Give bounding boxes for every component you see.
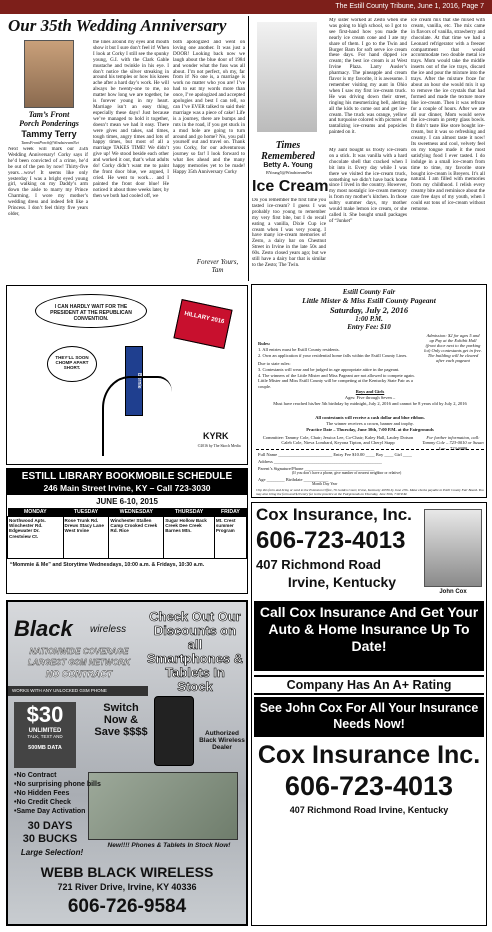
money-image [88, 772, 238, 840]
cell-monday: Northwood Apts. Winchester Rd. Edgewater Dr. Crestview Ct. [8, 517, 64, 559]
practice-date: Practice Date – Thursday, June 30th, 7:00 P.M. at the Fairgrounds [306, 427, 434, 432]
cell-wednesday: Winchester Stallen Camp Crooked Creek Rd. Rice [109, 517, 164, 559]
pageant-ad [251, 284, 487, 498]
hillary-sign: HILLARY 2016 [173, 299, 232, 349]
pageant-date: Saturday, July 2, 2016 [329, 305, 409, 315]
bookmobile-table [7, 508, 247, 559]
awards: All contestants will receive a cash dollar and blue ribbon. [315, 415, 425, 420]
winner: The winner receives a crown, banner and trophy. [326, 421, 414, 426]
large-selection: Large Selection! [20, 848, 84, 857]
pageant-rules-title: Rules: [258, 341, 271, 346]
boys-girls: Boys and Girls [355, 389, 385, 394]
store-name: WEBB BLACK WIRELESS [40, 864, 214, 880]
checkout: Check Out Our Discounts on all Smartphones & Tablets In Stock [146, 609, 244, 694]
political-cartoon [6, 285, 248, 465]
rule-5: 4. The winners of the Little Mister and Miss Pageant are not allowed to compete again. Little Mister and Miss Estill County will be competing at the Kentucky State Fair as a couple. [258, 373, 415, 389]
bullet-3: •No Hidden Fees [14, 790, 70, 797]
day-monday: MONDAY [8, 508, 64, 517]
ice-cream-col-1-top: My sister worked at Zesto when she was going to high school, so I got to see first-hand how you made the nearly ice cream cone and I ate my share of them. I go to the Twin and Burger Barn for soft serve ice cream these days. For hand dipped ice cream; the best ice cream is at West Irvine Plaza. Larry Ausler’s pharmacy. The pineapple and cream flavor is my favorite, it is awesome. I remember visiting my aunt in Ohio when I saw my first ice-cream truck. He was driving down their street, ringing his mesmerizing bell, alerting all the kids to come out and get ice-cream. The truck was orange, yellow and turquoise colored with pictures of tantalizing ice-creams and popsicles painted on it. [329, 18, 407, 136]
anniversary-title: Our 35th Wedding Anniversary [8, 16, 227, 35]
ice-cream-col-3: ice cream mix that she mixed with cream, vanilla, etc. The mix came in flavors of vanilla, strawberry and chocolate. At that time we had a Leonard refrigerator with a freezer compartment that would accommodate two double metal ice trays. Mom would take the middle inserts out of the ice trays, discard the ice and pour the mixture into the trays. After the mixture froze for about an hour she would mix it up to remove the ice crystals that had formed and made the texture more like ice-cream. Then it was refroze for a couple of hours. After we ate all our dinner, Mom would serve the ice-cream in pretty glass bowls. It didn’t taste like store bought ice-cream, but it was so refreshing and creamy. I can almost taste it now! Its sweetness and cool, velvety feel on my tongue made it the most satisfying food I ever tasted. I do indulge in a small ice-cream from time to time, my favorite store bought ice-cream is Breyers. It’s all natural. I am filled with memories from my childhood. I relish every creamy bite and reminisce about the care free days of my youth, when I could eat tons of ice-cream without remorse. [411, 18, 485, 212]
form-line-address[interactable]: Address ________________________________________________ [258, 459, 382, 464]
author-name: Betty A. Young [263, 162, 313, 169]
form-fine-print: Clip this form and bring or send to the Extension Office, 76 Golden Court, Irvine, Kentucky 40336 by June 27th. Make checks payable to Estill County Fair Board. You may also bring the form and $10 entry fee to the practice at the Fairgrounds on Thursday, June 30th, 7:00 P.M. [256, 488, 484, 496]
bullet-1: •No Contract [14, 772, 57, 779]
cox-name: Cox Insurance, Inc. [256, 505, 412, 524]
day-friday: FRIDAY [214, 508, 246, 517]
new-phones: New!!!! Phones & Tablets In Stock Now! [107, 842, 231, 849]
data: 500MB DATA [28, 745, 62, 751]
thirty-days: 30 DAYS [27, 820, 73, 832]
cox-banner-3: See John Cox For All Your Insurance Needs Now! [254, 697, 484, 737]
info: For further information, call: Tammy Cole – 723-0010 or Susan Lee – 723-8888 [422, 435, 484, 451]
column-byline-1: Tam’s Front [28, 110, 70, 119]
john-cox-photo [424, 509, 482, 587]
page-header: The Estill County Tribune, June 1, 2016, Page 7 [0, 0, 492, 14]
cox-banner-2: Company Has An A+ Rating [254, 675, 484, 695]
rule-2: 2. Own an application if your residential home falls within the Estill County Lines. [258, 353, 408, 358]
author-photo-tammy [24, 40, 74, 108]
form-line-signature[interactable]: Parent’s Signature/Phone _______________________________ [258, 466, 375, 471]
store-address: 721 River Drive, Irvine, KY 40336 [57, 882, 197, 892]
author-email: BYoung5@WindstreamNet [265, 170, 313, 175]
thought-bubble: THEY’LL SOON CHOMP APART SHORT. [47, 346, 97, 382]
bullet-5: •Same Day Activation [14, 808, 86, 815]
price: $30 [26, 702, 64, 727]
plan: UNLIMITED [28, 728, 62, 734]
bookmobile-note: “Mommie & Me” and Storytime Wednesdays, 10:00 a.m. & Fridays, 10:30 a.m. [10, 562, 205, 568]
cell-friday: Mt. Crest summer Program [214, 517, 246, 559]
column-heading-remembered: Remembered [261, 151, 315, 162]
cox-street: 407 Richmond Road [256, 557, 381, 572]
day-thursday: THURSDAY [164, 508, 215, 517]
bookmobile-week: JUNE 6-10, 2015 [96, 497, 158, 506]
pageant-admission: Admission: $2 for ages 5 and up Pay at the Exhibit Hall (front door next to the parking lot) Only contestants get in free. The building will be cleared after each pageant [424, 333, 482, 363]
column-byline-2: Porch Ponderings [19, 119, 79, 128]
ice-cream-col-2: My aunt bought us frosty ice-cream on a stick. It was vanilla with a hard chocolate shell that cracked when I bit into it. Every day while I was there we visited the ice-cream truck, something we didn’t have back home since I lived in the country. However, my most nostalgic ice-cream memory is from my mother’s kitchen. In those sultry summer days, my mother would make lemon ice cream, or she called it. She bought small packages of “Junket” [329, 148, 407, 224]
signoff: Forever Yours, Tam [196, 258, 239, 274]
network: LARGEST GSM NETWORK [27, 658, 131, 667]
works-with: WORKS WITH ANY UNLOCKED GSM PHONE [8, 686, 148, 696]
cell-tuesday: Rose Trunk Rd. Drews Stacy Lane West Irvine [63, 517, 109, 559]
pageant-time: 1:00 P.M. [355, 315, 383, 323]
anniversary-col-2: the lines around my eyes and mouth show it but I sure don’t feel it! When I look at Corky I still see the spunky young, G.I. with the Clark Gable mustache and twinkle in his eye. I don’t notice the silver streaking in around his temples or how his knees ache after a hard day’s work. He will always be twenty-one to me, no matter how long we are together, he is forever young in my heart. Marriage isn’t an easy thing, especially these days! Just because we’ve managed to hold it together, doesn’t mean we had it easy. There were gives and takes, sad times, tough times, angry times and lots of happy times, but most of all a marriage TAKES TIME! We didn’t give up! We stood beside each other and worked it out, that’s what adults do! Corky didn’t want me to paint the front door blue, we argued, I cried. He went to work… and I painted the front door blue! He noticed it about three weeks later, by then we both had cooled off, we [93, 40, 169, 199]
day-tuesday: TUESDAY [63, 508, 109, 517]
cartoon-signature: KYRK [203, 431, 229, 441]
rule-4: 3. Contestants will wear and be judged in age appropriate attire in the pageant. [258, 367, 400, 372]
divider-vertical [248, 16, 249, 281]
ice-cream-title: Ice Cream [252, 178, 329, 195]
bullet-2: •No surprising phone bills [14, 781, 101, 788]
phone-image [154, 696, 194, 766]
form-divider [256, 449, 484, 450]
webb-black-wireless-ad [6, 600, 248, 926]
bullet-4: •No Credit Check [14, 799, 71, 806]
store-phone: 606-726-9584 [67, 896, 187, 917]
bookmobile-schedule [6, 468, 248, 594]
rule-1: 1. All entries must be Estill County residents. [258, 347, 340, 352]
cell-thursday: Sugar Hollow Back Creek Dee Creek Barnes Mtn. [164, 517, 215, 559]
author-email: TamsFrontPorch@WindstreamNet [21, 140, 79, 145]
cox-insurance-ad [251, 502, 487, 926]
speech-bubble: I CAN HARDLY WAIT FOR THE PRESIDENT AT THE REPUBLICAN CONVENTION. [35, 294, 147, 328]
no-contract: NO CONTRACT [45, 669, 113, 679]
pageant-fee: Entry Fee: $10 [347, 323, 391, 331]
black-wireless-logo-sub: wireless [90, 624, 127, 635]
cartoon-credit: ©2016 by The Skoch Media [197, 444, 241, 448]
column-heading-times: Times [275, 140, 301, 151]
price-box [14, 702, 76, 768]
ice-cream-col-1-bottom: Do you remember the first time you tasted ice-cream? I guess I was probably too young to remember my very first bite, but I do recall eating a vanilla, Dixie Cup ice cream when I was very young. I have many ice-cream memories of Zesto, a dairy bar on Chestnut Street in Irvine in the late 50s and 60s. Zesto closed years ago; but we still have a dairy bar that is similar to the Zesto; The Twin. [252, 198, 326, 268]
cox-phone: 606-723-4013 [256, 527, 406, 554]
form-line-name[interactable]: Full Name ________________________ Entry Fee $10.00 ____ Boy ____ Girl ____ [258, 452, 412, 457]
author-name: Tammy Terry [21, 129, 77, 139]
cox-phone-2: 606-723-4013 [284, 771, 454, 801]
cox-name-2: Cox Insurance Inc. [257, 741, 481, 769]
black-wireless-logo: Black [14, 616, 73, 641]
authorized-dealer: Authorized Black Wireless Dealer [199, 730, 245, 751]
committee: Committee: Tammy Cole, Chair; Jessica Lee, Co-Chair; Kaley Hall, Lauley Dotson Caleb Cole, Nieva Lombard, Keyona Tipton, and Cheryl Stapp [262, 435, 414, 446]
cox-address-2: 407 Richmond Road Irvine, Kentucky [289, 805, 449, 815]
rule-3: Due to state rules: [258, 361, 291, 366]
bookmobile-address: 246 Main Street Irvine, KY – Call 723-3030 [7, 483, 247, 495]
form-line-mdy: Month Day Year [312, 482, 338, 486]
born-rule: Must have reached his/her 5th birthday by midnight, July 2, 2016 and cannot be 8 years old by July 2, 2016 [273, 401, 467, 406]
pageant-title-2: Little Mister & Miss Estill County Pageant [302, 296, 436, 305]
figure-sketch [102, 376, 172, 456]
anniversary-col-3: both apologized and went on loving one another. It was just a DOOR! Looking back now we laugh about the blue door of 1984 and wonder what the fuss was all about. I’m not perfect, oh my, far from it! No one is, a marriage is work no matter who you are! I’ve had to eat my words more than once, I’ve apologized and accepted apologies and best I can tell, so can I’ve EVER talked to said their marriage was a piece of cake! Life is a journey, there are bumps and ruts in the road, if you get stuck in a mud hole are going to turn around and go home? No, you pull yourself out and travel on. Thank you Corky, for our adventurous journey so far! I look forward to what lies ahead and the many happy memories yet to be made! Happy 35th Anniversary Corky [173, 40, 245, 175]
anniversary-col-1: Next week will mark our 35th Wedding Anniversary! Corky says if he’d been convicted of a crime, he’d be out of the pen by now! Thirty-five years…wow! It seems like only yesterday I was a bright eyed young girl, walking on my Daddy’s arm down the aisle to marry my Prince Charming. I wore my mother’s wedding dress and indeed felt like a Princess. I don’t feel thirty five years older, [8, 147, 88, 217]
pageant-title-1: Estill County Fair [342, 288, 396, 296]
bernie-sign: Bernie [125, 346, 143, 416]
form-line-age[interactable]: Age ________ Birthdate ___________ [258, 477, 329, 482]
coverage: NATIONWIDE COVERAGE [29, 647, 129, 656]
ages: Ages: Five through Seven – [344, 395, 396, 400]
author-photo-betty [257, 22, 317, 132]
plan-2: TALK, TEXT AND [27, 734, 63, 739]
cox-city: Irvine, Kentucky [287, 574, 397, 590]
day-wednesday: WEDNESDAY [109, 508, 164, 517]
bookmobile-title: ESTILL LIBRARY BOOKMOBILE SCHEDULE [7, 469, 247, 483]
switch-save: Switch Now & Save $$$$ [94, 702, 148, 738]
form-line-note: (If you don’t have a phone, give number of nearest neighbor or relative) [292, 471, 402, 475]
john-cox-caption: John Cox [439, 589, 467, 595]
cox-banner-1: Call Cox Insurance And Get Your Auto & Home Insurance Up To Date! [254, 601, 484, 671]
thirty-bucks: 30 BUCKS [22, 833, 78, 845]
